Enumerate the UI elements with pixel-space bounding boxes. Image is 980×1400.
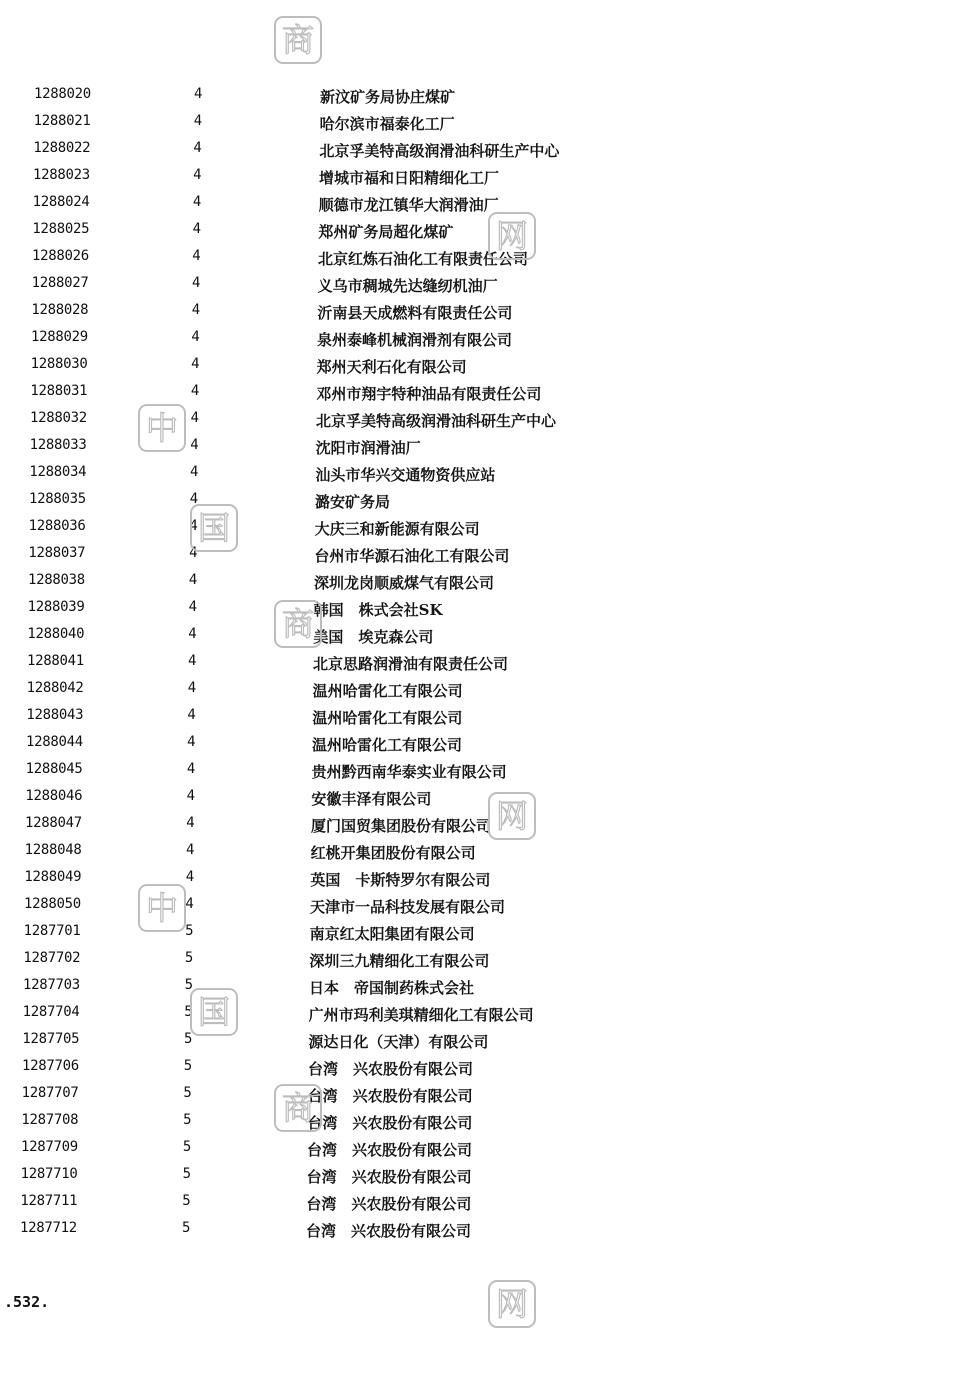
class-number: 5 bbox=[182, 1220, 191, 1236]
class-number: 4 bbox=[189, 518, 198, 534]
class-number: 5 bbox=[182, 1166, 191, 1182]
table-row bbox=[0, 1000, 980, 1027]
class-number: 5 bbox=[184, 1004, 193, 1020]
table-row bbox=[0, 271, 980, 298]
registration-code: 1287710 bbox=[20, 1166, 78, 1182]
applicant-name: 台湾 兴农股份有限公司 bbox=[306, 1195, 472, 1213]
class-number: 4 bbox=[192, 248, 201, 264]
class-number: 5 bbox=[183, 1112, 192, 1128]
watermark-stamp bbox=[136, 882, 188, 934]
registration-code: 1288024 bbox=[32, 194, 90, 210]
class-number: 4 bbox=[191, 302, 201, 318]
class-number: 4 bbox=[190, 464, 199, 480]
table-row bbox=[0, 730, 980, 757]
watermark-stamp bbox=[136, 402, 188, 454]
applicant-name: 台湾 兴农股份有限公司 bbox=[307, 1114, 473, 1132]
applicant-name: 红桃开集团股份有限公司 bbox=[310, 844, 476, 862]
class-number: 5 bbox=[185, 923, 194, 939]
applicant-name: 增城市福和日阳精细化工厂 bbox=[319, 169, 500, 187]
applicant-name: 泉州泰峰机械润滑剂有限公司 bbox=[317, 331, 513, 349]
applicant-name: 汕头市华兴交通物资供应站 bbox=[315, 466, 496, 484]
applicant-name: 温州哈雷化工有限公司 bbox=[312, 709, 463, 727]
class-number: 4 bbox=[188, 599, 197, 615]
applicant-name: 深圳龙岗顺威煤气有限公司 bbox=[314, 574, 495, 592]
applicant-name: 台湾 兴农股份有限公司 bbox=[308, 1060, 474, 1078]
registration-code: 1288037 bbox=[28, 545, 86, 561]
class-number: 4 bbox=[192, 221, 201, 237]
applicant-name: 顺德市龙江镇华大润滑油厂 bbox=[318, 196, 499, 214]
class-number: 4 bbox=[189, 491, 199, 507]
applicant-name: 台湾 兴农股份有限公司 bbox=[306, 1222, 472, 1240]
registration-code: 1288032 bbox=[30, 410, 87, 426]
registration-code: 1288035 bbox=[29, 491, 86, 507]
applicant-name: 台湾 兴农股份有限公司 bbox=[307, 1087, 473, 1105]
svg-text:商: 商 bbox=[281, 1089, 315, 1127]
table-row bbox=[0, 1081, 980, 1108]
svg-text:网: 网 bbox=[495, 797, 529, 835]
applicant-name: 台湾 兴农股份有限公司 bbox=[306, 1168, 472, 1186]
registration-code: 1287706 bbox=[22, 1058, 79, 1074]
registration-code: 1288045 bbox=[25, 761, 83, 777]
applicant-name: 英国 卡斯特罗尔有限公司 bbox=[310, 871, 491, 889]
registration-code: 1288040 bbox=[27, 626, 85, 642]
page-number: .532. bbox=[4, 1293, 50, 1311]
registration-code: 1288048 bbox=[24, 842, 82, 858]
class-number: 4 bbox=[193, 140, 202, 156]
class-number: 4 bbox=[185, 869, 195, 885]
svg-text:商: 商 bbox=[281, 605, 315, 643]
svg-text:网: 网 bbox=[495, 1285, 529, 1323]
watermark-stamp bbox=[272, 14, 324, 66]
table-row bbox=[0, 568, 980, 595]
class-number: 5 bbox=[183, 1058, 193, 1074]
applicant-name: 哈尔滨市福泰化工厂 bbox=[319, 115, 455, 133]
class-number: 4 bbox=[191, 356, 200, 372]
class-number: 4 bbox=[187, 734, 196, 750]
applicant-name: 新汶矿务局协庄煤矿 bbox=[320, 88, 456, 106]
applicant-name: 北京思路润滑油有限责任公司 bbox=[313, 655, 509, 673]
applicant-name: 温州哈雷化工有限公司 bbox=[312, 682, 463, 700]
applicant-name: 义乌市稠城先达缝纫机油厂 bbox=[317, 277, 498, 295]
svg-text:国: 国 bbox=[197, 993, 231, 1031]
registration-code: 1288020 bbox=[34, 86, 91, 102]
table-row bbox=[0, 649, 980, 676]
svg-text:国: 国 bbox=[197, 509, 231, 547]
applicant-name: 温州哈雷化工有限公司 bbox=[312, 736, 463, 754]
table-row bbox=[0, 838, 980, 865]
registration-code: 1287708 bbox=[21, 1112, 79, 1128]
table-row bbox=[0, 82, 980, 109]
registration-code: 1288028 bbox=[31, 302, 89, 318]
table-row bbox=[0, 514, 980, 541]
registration-code: 1288027 bbox=[31, 275, 89, 291]
table-row bbox=[0, 541, 980, 568]
registration-code: 1288026 bbox=[32, 248, 89, 264]
class-number: 5 bbox=[183, 1085, 192, 1101]
table-row bbox=[0, 1162, 980, 1189]
class-number: 4 bbox=[190, 383, 200, 399]
registration-code: 1287705 bbox=[22, 1031, 80, 1047]
registration-code: 1288031 bbox=[30, 383, 88, 399]
registration-code: 1288049 bbox=[24, 869, 82, 885]
applicant-name: 美国 埃克森公司 bbox=[313, 628, 434, 646]
table-row bbox=[0, 325, 980, 352]
watermark-stamp bbox=[272, 598, 324, 650]
watermark-stamp bbox=[188, 502, 240, 554]
registration-code: 1287711 bbox=[20, 1193, 78, 1209]
class-number: 4 bbox=[186, 842, 195, 858]
applicant-name: 台州市华源石油化工有限公司 bbox=[314, 547, 510, 565]
table-row bbox=[0, 1054, 980, 1081]
class-number: 4 bbox=[190, 437, 199, 453]
applicant-name: 沂南县天成燃料有限责任公司 bbox=[317, 304, 513, 322]
table-row bbox=[0, 352, 980, 379]
table-row bbox=[0, 703, 980, 730]
registration-code: 1288046 bbox=[25, 788, 83, 804]
table-row bbox=[0, 109, 980, 136]
class-number: 4 bbox=[191, 329, 200, 345]
registration-code: 1287709 bbox=[21, 1139, 78, 1155]
applicant-name: 郑州矿务局超化煤矿 bbox=[318, 223, 454, 241]
applicant-name: 北京红炼石油化工有限责任公司 bbox=[318, 250, 529, 268]
registration-code: 1288033 bbox=[29, 437, 87, 453]
class-number: 5 bbox=[184, 977, 193, 993]
registration-code: 1288023 bbox=[33, 167, 90, 183]
applicant-name: 深圳三九精细化工有限公司 bbox=[309, 952, 490, 970]
class-number: 4 bbox=[193, 113, 203, 129]
svg-text:商: 商 bbox=[281, 21, 315, 59]
registration-code: 1287712 bbox=[20, 1220, 77, 1236]
applicant-name: 大庆三和新能源有限公司 bbox=[314, 520, 480, 538]
table-row bbox=[0, 1135, 980, 1162]
class-number: 4 bbox=[188, 653, 197, 669]
watermark-stamp bbox=[486, 790, 538, 842]
registration-code: 1288044 bbox=[26, 734, 83, 750]
applicant-name: 郑州天利石化有限公司 bbox=[316, 358, 467, 376]
table-row bbox=[0, 622, 980, 649]
class-number: 4 bbox=[188, 572, 198, 588]
table-row bbox=[0, 136, 980, 163]
registration-code: 1288043 bbox=[26, 707, 84, 723]
table-row bbox=[0, 1189, 980, 1216]
registration-code: 1287707 bbox=[21, 1085, 79, 1101]
watermark-stamp bbox=[486, 1278, 538, 1330]
applicant-name: 贵州黔西南华泰实业有限公司 bbox=[311, 763, 507, 781]
applicant-name: 潞安矿务局 bbox=[315, 493, 391, 511]
class-number: 5 bbox=[182, 1193, 191, 1209]
applicant-name: 天津市一品科技发展有限公司 bbox=[310, 898, 506, 916]
class-number: 4 bbox=[188, 626, 197, 642]
table-row bbox=[0, 946, 980, 973]
svg-text:网: 网 bbox=[495, 217, 529, 255]
registration-code: 1288036 bbox=[28, 518, 86, 534]
applicant-name: 沈阳市润滑油厂 bbox=[315, 439, 421, 457]
applicant-name: 广州市玛利美琪精细化工有限公司 bbox=[308, 1006, 534, 1024]
svg-text:中: 中 bbox=[145, 889, 179, 927]
class-number: 5 bbox=[184, 950, 194, 966]
registration-code: 1288041 bbox=[27, 653, 84, 669]
table-row bbox=[0, 973, 980, 1000]
class-number: 4 bbox=[186, 761, 196, 777]
class-number: 4 bbox=[187, 680, 197, 696]
registration-code: 1288050 bbox=[24, 896, 81, 912]
registration-code: 1288047 bbox=[25, 815, 82, 831]
registration-code: 1288021 bbox=[33, 113, 91, 129]
class-number: 5 bbox=[182, 1139, 192, 1155]
table-row bbox=[0, 460, 980, 487]
registration-code: 1288042 bbox=[26, 680, 84, 696]
applicant-name: 厦门国贸集团股份有限公司 bbox=[311, 817, 492, 835]
registration-code: 1288039 bbox=[27, 599, 85, 615]
registration-code: 1288025 bbox=[32, 221, 90, 237]
registration-code: 1288030 bbox=[30, 356, 88, 372]
applicant-name: 北京孚美特高级润滑油科研生产中心 bbox=[319, 142, 560, 160]
class-number: 4 bbox=[186, 815, 195, 831]
class-number: 4 bbox=[193, 167, 202, 183]
class-number: 4 bbox=[189, 545, 198, 561]
applicant-name: 台湾 兴农股份有限公司 bbox=[307, 1141, 473, 1159]
registration-code: 1287704 bbox=[22, 1004, 80, 1020]
class-number: 4 bbox=[186, 788, 195, 804]
applicant-name: 北京孚美特高级润滑油科研生产中心 bbox=[316, 412, 557, 430]
class-number: 5 bbox=[184, 1031, 193, 1047]
table-row bbox=[0, 757, 980, 784]
class-number: 4 bbox=[185, 896, 194, 912]
table-row bbox=[0, 487, 980, 514]
applicant-name: 源达日化（天津）有限公司 bbox=[308, 1033, 489, 1051]
table-row bbox=[0, 676, 980, 703]
applicant-name: 邓州市翔宇特种油品有限责任公司 bbox=[316, 385, 542, 403]
watermark-stamp bbox=[188, 986, 240, 1038]
applicant-name: 韩国 株式会社SK bbox=[313, 601, 443, 619]
class-number: 4 bbox=[187, 707, 196, 723]
watermark-stamp bbox=[272, 1082, 324, 1134]
class-number: 4 bbox=[190, 410, 199, 426]
table-row bbox=[0, 1108, 980, 1135]
applicant-name: 安徽丰泽有限公司 bbox=[311, 790, 432, 808]
table-row bbox=[0, 1027, 980, 1054]
svg-text:中: 中 bbox=[145, 409, 179, 447]
table-row bbox=[0, 298, 980, 325]
watermark-stamp bbox=[486, 210, 538, 262]
registration-code: 1288029 bbox=[31, 329, 88, 345]
table-row bbox=[0, 595, 980, 622]
registration-code: 1288038 bbox=[28, 572, 85, 588]
registration-code: 1287702 bbox=[23, 950, 81, 966]
registration-code: 1288022 bbox=[33, 140, 91, 156]
class-number: 4 bbox=[194, 86, 203, 102]
registration-code: 1287703 bbox=[23, 977, 80, 993]
applicant-name: 日本 帝国制药株式会社 bbox=[309, 979, 475, 997]
applicant-name: 南京红太阳集团有限公司 bbox=[309, 925, 475, 943]
registration-code: 1288034 bbox=[29, 464, 87, 480]
table-row bbox=[0, 1216, 980, 1243]
table-row bbox=[0, 163, 980, 190]
class-number: 4 bbox=[192, 275, 201, 291]
registration-code: 1287701 bbox=[23, 923, 81, 939]
class-number: 4 bbox=[192, 194, 202, 210]
